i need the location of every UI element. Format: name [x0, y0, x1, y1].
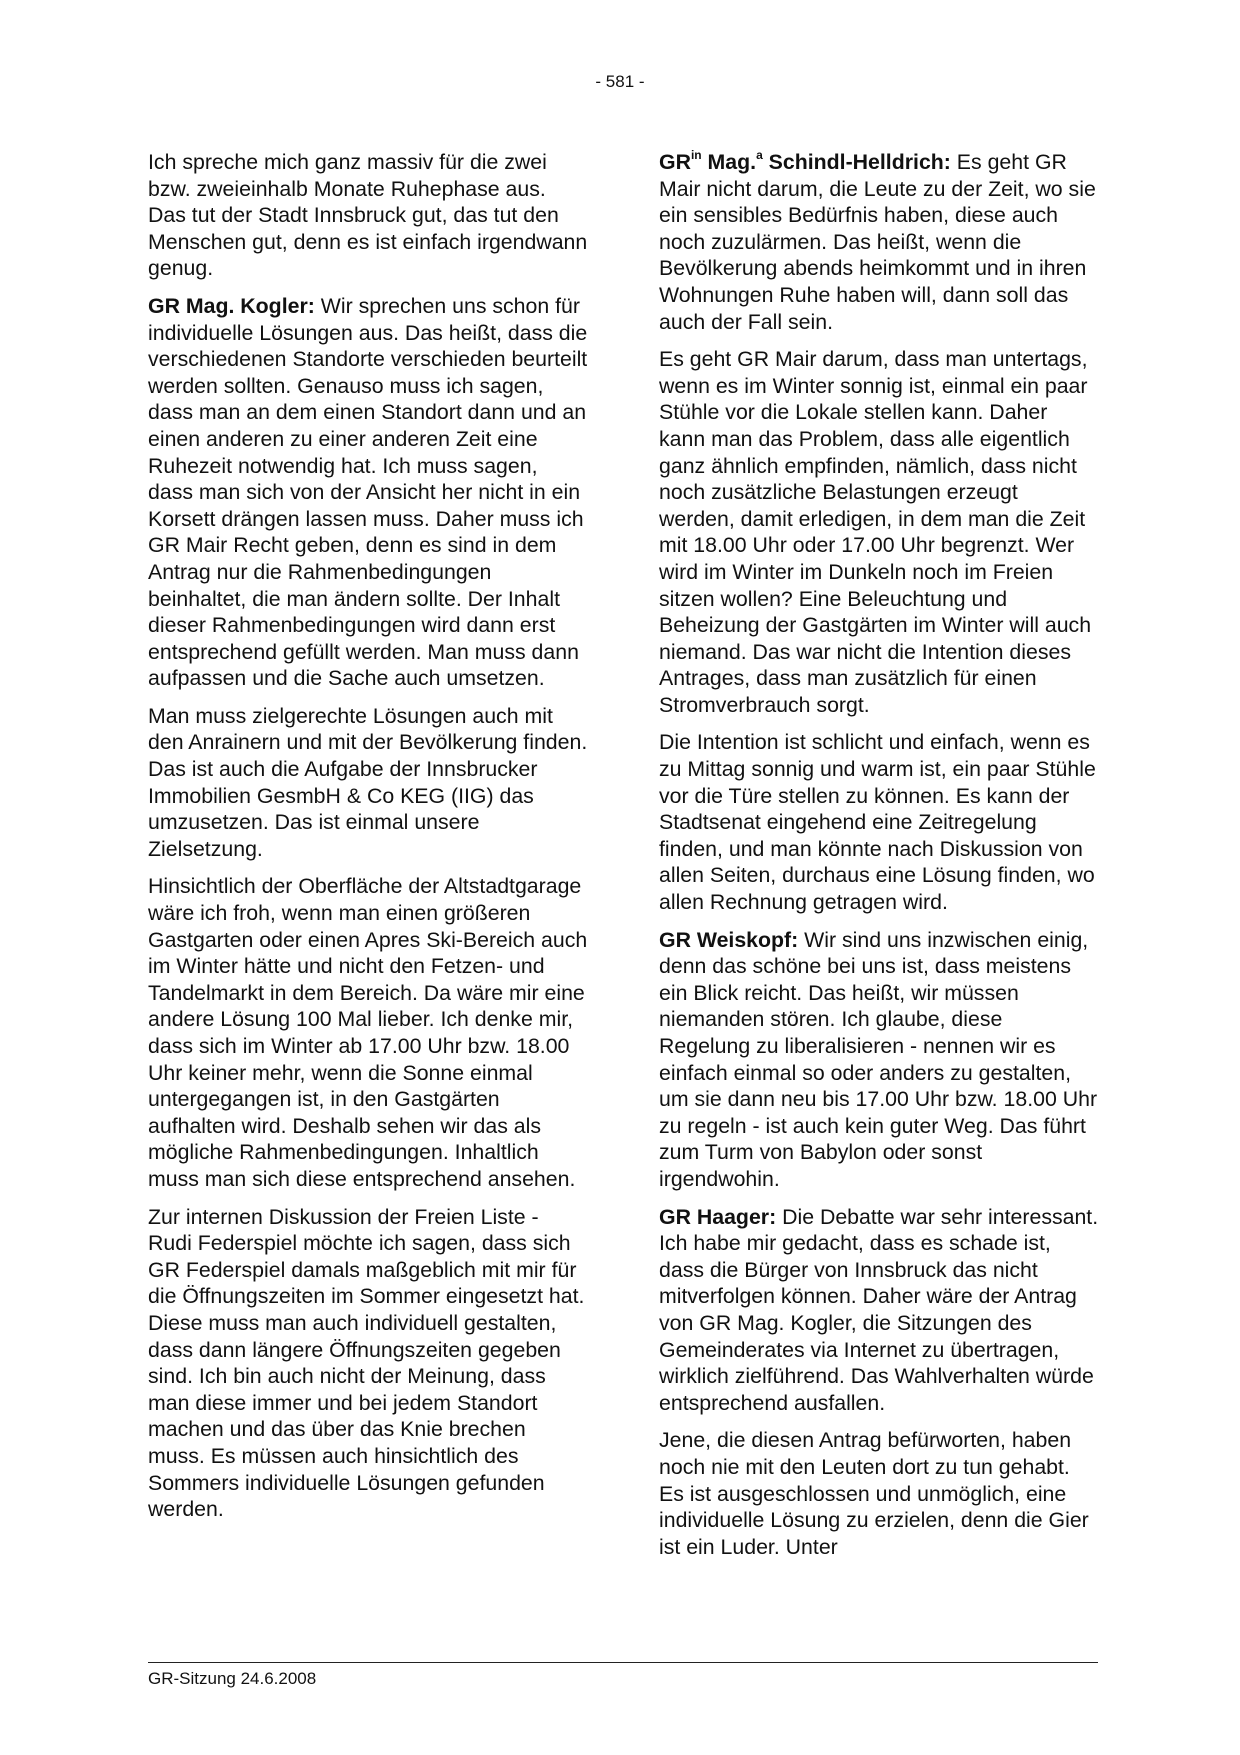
paragraph-text: Es geht GR Mair nicht darum, die Leute zu der Zeit, wo sie ein sensibles Bedürfnis haben, diese auch noch zuzulärmen. Das heißt, wenn die Bevölkerung abends heimkommt und in ihren Wohnungen Ruhe haben will, dann soll das auch der Fall sein.: [659, 150, 1096, 334]
paragraph-text: Die Debatte war sehr interessant. Ich habe mir gedacht, dass es schade ist, dass die Bürger von Innsbruck das nicht mitverfolgen können. Daher wäre der Antrag von GR Mag. Kogler, die Sitzungen des Gemeinderates via Internet zu übertragen, wirklich zielführend. Das Wahlverhalten würde entsprechend ausfallen.: [659, 1204, 1099, 1415]
paragraph-text: Wir sprechen uns schon für individuelle Lösungen aus. Das heißt, dass die verschiedenen Standorte verschieden beurteilt werden sollten. Genauso muss ich sagen, dass man an dem einen Standort dann und an einen anderen zu einer anderen Zeit eine Ruhezeit notwendig hat. Ich muss sagen, dass man sich von der Ansicht her nicht in ein Korsett drängen lassen muss. Daher muss ich GR Mair Recht geben, denn es sind in dem Antrag nur die Rahmenbedingungen beinhaltet, die man ändern sollte. Der Inhalt dieser Rahmenbedingungen wird dann erst entsprechend gefüllt werden. Man muss dann aufpassen und die Sache auch umsetzen.: [148, 293, 588, 691]
speaker-title: GR: [659, 150, 691, 174]
paragraph: [148, 149, 588, 282]
paragraph: [148, 703, 588, 863]
paragraph-text: Ich spreche mich ganz massiv für die zwei bzw. zweieinhalb Monate Ruhephase aus. Das tut der Stadt Innsbruck gut, das tut den Menschen gut, denn es ist einfach irgendwann genug.: [148, 150, 588, 281]
speaker-name: GR Mag. Kogler:: [148, 293, 315, 318]
speaker-surname: Schindl-Helldrich:: [762, 150, 951, 174]
paragraph: [148, 293, 588, 692]
footer-divider: [148, 1662, 1098, 1663]
paragraph: [659, 346, 1099, 718]
speaker-name: GR Haager:: [659, 1204, 777, 1229]
paragraph-text: Es geht GR Mair darum, dass man untertags, wenn es im Winter sonnig ist, einmal ein paar Stühle vor die Lokale stellen kann. Daher kann man das Problem, dass alle eigentlich ganz ähnlich empfinden, nämlich, dass nicht noch zusätzliche Belastungen erzeugt werden, damit erledigen, in dem man die Zeit mit 18.00 Uhr oder 17.00 Uhr begrenzt. Wer wird im Winter im Dunkeln noch im Freien sitzen wollen? Eine Beleuchtung und Beheizung der Gastgärten im Winter will auch niemand. Das war nicht die Intention dieses Antrages, dass man zusätzlich für einen Stromverbrauch sorgt.: [659, 347, 1092, 717]
speaker-name: [659, 147, 951, 174]
footer-session-date: GR-Sitzung 24.6.2008: [148, 1669, 317, 1688]
paragraph: [659, 927, 1099, 1193]
paragraph: [148, 1204, 588, 1523]
paragraph: [659, 729, 1099, 915]
paragraph-text: Jene, die diesen Antrag befürworten, haben noch nie mit den Leuten dort zu tun gehabt. Es ist ausgeschlossen und unmöglich, eine individuelle Lösung zu erzielen, denn die Gier ist ein Luder. Unter: [659, 1428, 1089, 1559]
left-column: [148, 149, 588, 1534]
paragraph-text: Man muss zielgerechte Lösungen auch mit den Anrainern und mit der Bevölkerung finden. Das ist auch die Aufgabe der Innsbrucker Immobilien GesmbH & Co KEG (IIG) das umzusetzen. Das ist einmal unsere Zielsetzung.: [148, 703, 588, 861]
paragraph: [659, 1204, 1099, 1417]
speaker-degree: Mag.: [701, 150, 757, 174]
page-number: - 581 -: [595, 72, 645, 91]
paragraph-text: Wir sind uns inzwischen einig, denn das schöne bei uns ist, dass meistens ein Blick reicht. Das heißt, wir müssen niemanden stören. Ich glaube, diese Regelung zu liberalisieren - nennen wir es einfach einmal so oder anders zu gestalten, um sie dann neu bis 17.00 Uhr bzw. 18.00 Uhr zu regeln - ist auch kein guter Weg. Das führt zum Turm von Babylon oder sonst irgendwohin.: [659, 927, 1098, 1191]
paragraph: [659, 149, 1099, 335]
paragraph: [148, 873, 588, 1192]
speaker-name: GR Weiskopf:: [659, 927, 799, 952]
paragraph-text: Die Intention ist schlicht und einfach, wenn es zu Mittag sonnig und warm ist, ein paar Stühle vor die Türe stellen zu können. Es kann der Stadtsenat eingehend eine Zeitregelung finden, und man könnte nach Diskussion von allen Seiten, durchaus eine Lösung finden, wo allen Rechnung getragen wird.: [659, 730, 1096, 915]
paragraph: [659, 1427, 1099, 1560]
speaker-degree-superscript: a: [756, 147, 763, 162]
paragraph-text: Zur internen Diskussion der Freien Liste - Rudi Federspiel möchte ich sagen, dass sich GR Federspiel damals maßgeblich mit mir für die Öffnungszeiten im Sommer eingesetzt hat. Diese muss man auch individuell gestalten, dass dann längere Öffnungszeiten gegeben sind. Ich bin auch nicht der Meinung, dass man diese immer und bei jedem Standort machen und das über das Knie brechen muss. Es müssen auch hinsichtlich des Sommers individuelle Lösungen gefunden werden.: [148, 1204, 585, 1522]
right-column: [659, 149, 1099, 1571]
speaker-title-superscript: in: [690, 147, 702, 162]
paragraph-text: Hinsichtlich der Oberfläche der Altstadtgarage wäre ich froh, wenn man einen größeren Gastgarten oder einen Apres Ski-Bereich auch im Winter hätte und nicht den Fetzen- und Tandelmarkt in dem Bereich. Da wäre mir eine andere Lösung 100 Mal lieber. Ich denke mir, dass sich im Winter ab 17.00 Uhr bzw. 18.00 Uhr keiner mehr, wenn die Sonne einmal untergegangen ist, in den Gastgärten aufhalten wird. Deshalb sehen wir das als mögliche Rahmenbedingungen. Inhaltlich muss man sich diese entsprechend ansehen.: [148, 874, 588, 1191]
